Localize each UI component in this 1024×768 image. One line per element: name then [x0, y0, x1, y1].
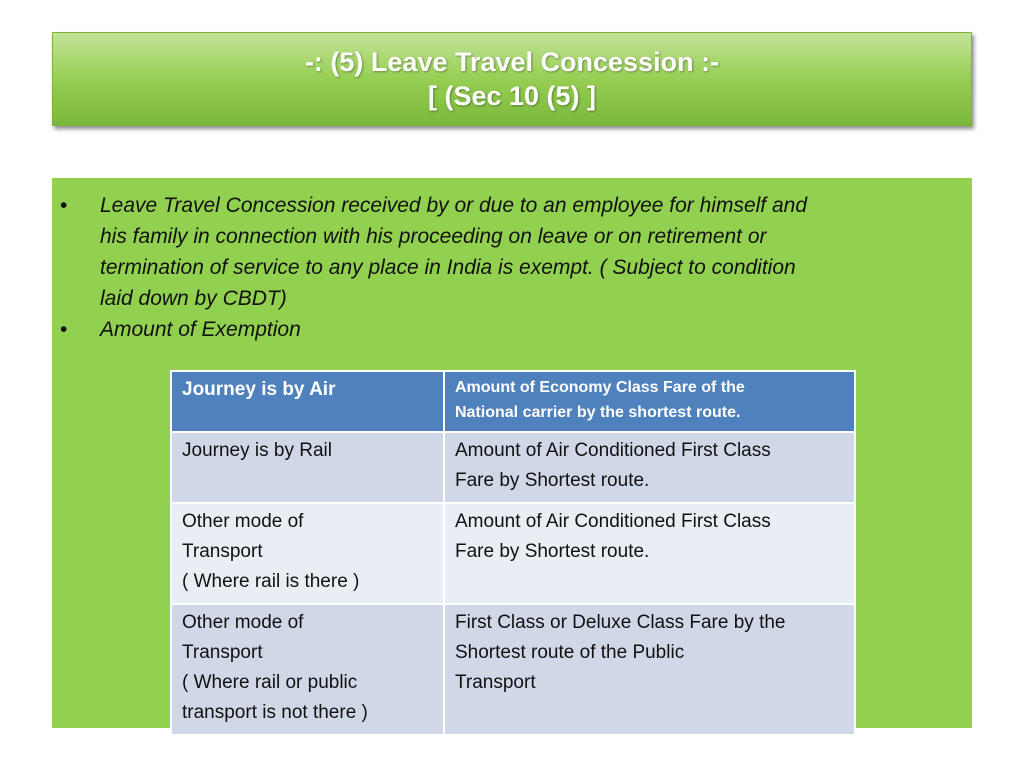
cell-line: Amount of Economy Class Fare of the	[455, 379, 745, 396]
bullet-list	[52, 190, 972, 345]
bullet-text-line: laid down by CBDT)	[100, 287, 287, 310]
table-cell-amount	[444, 503, 855, 604]
bullet-icon: •	[60, 194, 68, 217]
bullet-text-line: termination of service to any place in India is exempt. ( Subject to condition	[100, 256, 796, 279]
cell-line: National carrier by the shortest route.	[455, 404, 741, 421]
table-cell-amount	[444, 604, 855, 735]
table-cell-mode	[171, 432, 444, 503]
bullet-icon: •	[60, 318, 68, 341]
bullet-text-line: Leave Travel Concession received by or due to an employee for himself and	[100, 194, 807, 217]
cell-line: Transport	[455, 672, 536, 693]
table-row	[171, 503, 855, 604]
cell-line: ( Where rail is there )	[182, 571, 360, 592]
table-row	[171, 432, 855, 503]
slide-title-line-1: -: (5) Leave Travel Concession :-	[304, 47, 720, 77]
cell-line: Other mode of	[182, 612, 304, 633]
table-cell-mode	[171, 503, 444, 604]
cell-line: Amount of Air Conditioned First Class	[455, 440, 771, 461]
cell-line: Transport	[182, 541, 263, 562]
table-row	[171, 604, 855, 735]
cell-line: Journey is by Air	[182, 379, 336, 400]
cell-line: Transport	[182, 642, 263, 663]
table-header-row	[171, 371, 855, 432]
exemption-table	[170, 370, 856, 736]
cell-line: Journey is by Rail	[182, 440, 332, 461]
bullet-text-line: his family in connection with his proceeding on leave or on retirement or	[100, 225, 767, 248]
bullet-item-amount-of-exemption	[52, 314, 972, 345]
bullet-item-lta-description	[52, 190, 972, 314]
table-cell-amount	[444, 432, 855, 503]
cell-line: Amount of Air Conditioned First Class	[455, 511, 771, 532]
slide-title-line-2: [ (Sec 10 (5) ]	[427, 81, 597, 111]
cell-line: Shortest route of the Public	[455, 642, 685, 663]
table-header-cell-amount	[444, 371, 855, 432]
table-header-cell-mode	[171, 371, 444, 432]
cell-line: Fare by Shortest route.	[455, 541, 650, 562]
bullet-text-line: Amount of Exemption	[100, 318, 301, 341]
cell-line: transport is not there )	[182, 702, 368, 723]
slide-title	[52, 32, 972, 126]
cell-line: ( Where rail or public	[182, 672, 358, 693]
cell-line: Other mode of	[182, 511, 304, 532]
table-cell-mode	[171, 604, 444, 735]
cell-line: First Class or Deluxe Class Fare by the	[455, 612, 786, 633]
cell-line: Fare by Shortest route.	[455, 470, 650, 491]
